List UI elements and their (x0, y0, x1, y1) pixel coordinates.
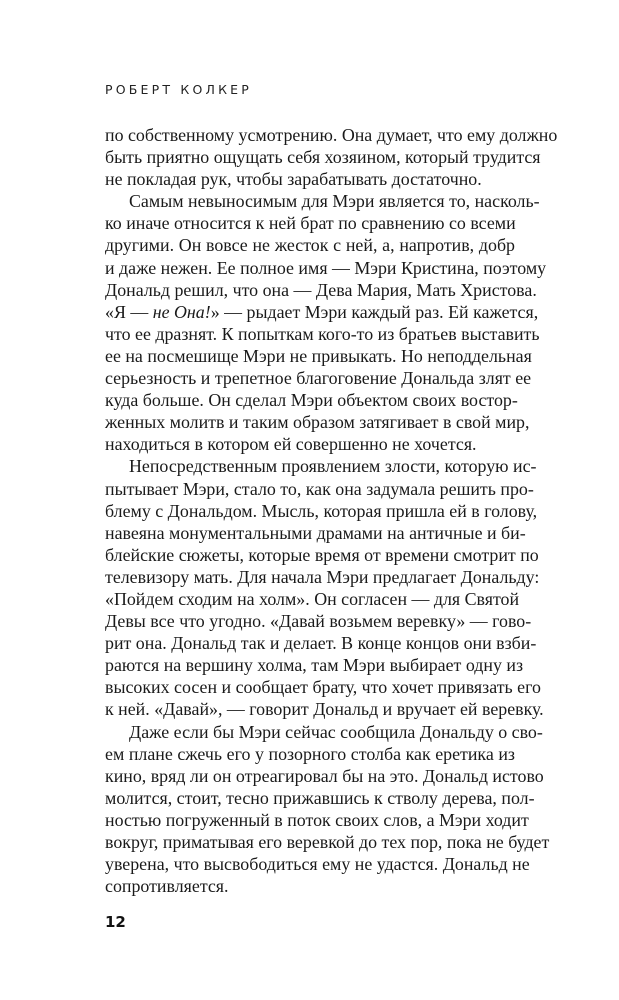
text-line: уверена, что высвободиться ему не удастся. Дональд не (105, 854, 530, 875)
text-line: высоких сосен и сообщает брату, что хочет привязать его (105, 677, 541, 698)
text-line: к ней. «Давай», — говорит Дональд и вручает ей веревку. (105, 699, 544, 720)
paragraph (105, 190, 547, 455)
text-line: навеяна монументальными драмами на античные и би- (105, 522, 526, 543)
paragraph (105, 721, 550, 898)
text-line: раются на вершину холма, там Мэри выбирает одну из (105, 655, 524, 676)
text-line: по собственному усмотрению. Она думает, что ему должно (105, 125, 558, 145)
text-line: женных молитв и таким образом затягивает в свой мир, (105, 412, 530, 433)
text-line: блему с Дональдом. Мысль, которая пришла ей в голову, (105, 500, 538, 521)
body-text (105, 124, 558, 897)
text-line-with-italic (105, 301, 539, 323)
text-line: Дональд решил, что она — Дева Мария, Мать Христова. (105, 279, 537, 300)
text-line: кино, вряд ли он отреагировал бы на это. Дональд истово (105, 765, 544, 786)
text-line: ее на посмешище Мэри не привыкать. Но неподдельная (105, 345, 532, 366)
text-line: вокруг, приматывая его веревкой до тех пор, пока не будет (105, 832, 550, 852)
text-line: рит она. Дональд так и делает. В конце концов они взби- (105, 633, 537, 654)
text-line: находиться в котором ей совершенно не хочется. (105, 434, 477, 455)
text-run: » — рыдает Мэри каждый раз. Ей кажется, (210, 301, 539, 322)
italic-run: не Она! (152, 301, 211, 322)
text-line: пытывает Мэри, стало то, как она задумала решить про- (105, 478, 534, 499)
text-line: ностью погруженный в поток своих слов, а Мэри ходит (105, 809, 529, 830)
text-line: быть приятно ощущать себя хозяином, который трудится (105, 147, 541, 168)
text-line: не покладая рук, чтобы зарабатывать достаточно. (105, 169, 482, 190)
text-line: серьезность и трепетное благоговение Дональда злят ее (105, 368, 532, 389)
text-line: блейские сюжеты, которые время от времени смотрит по (105, 544, 539, 565)
paragraph (105, 124, 558, 190)
text-line: молится, стоит, тесно прижавшись к стволу дерева, пол- (105, 787, 535, 808)
text-line: куда больше. Он сделал Мэри объектом своих востор- (105, 390, 518, 411)
text-line: телевизору мать. Для начала Мэри предлагает Дональду: (105, 566, 540, 587)
text-line: что ее дразнят. К попыткам кого-то из братьев выставить (105, 323, 540, 344)
text-line: «Пойдем сходим на холм». Он согласен — для Святой (105, 588, 520, 609)
text-run: «Я — (105, 301, 153, 322)
text-line: другими. Он вовсе не жесток с ней, а, напротив, добр (105, 235, 515, 256)
text-line: ем плане сжечь его у позорного столба как еретика из (105, 743, 515, 764)
text-line: ко иначе относится к ней брат по сравнению со всеми (105, 213, 516, 234)
text-line: и даже нежен. Ее полное имя — Мэри Кристина, поэтому (105, 257, 547, 278)
page-number: 12 (105, 913, 126, 931)
text-line: Самым невыносимым для Мэри является то, насколь- (129, 191, 540, 212)
text-line: Непосредственным проявлением злости, которую ис- (129, 456, 537, 477)
text-line: Девы все что угодно. «Давай возьмем веревку» — гово- (105, 611, 532, 632)
running-header: РОБЕРТ КОЛКЕР (105, 82, 253, 97)
text-line: сопротивляется. (105, 876, 229, 897)
paragraph (105, 455, 544, 720)
text-line: Даже если бы Мэри сейчас сообщила Дональду о сво- (129, 721, 543, 742)
